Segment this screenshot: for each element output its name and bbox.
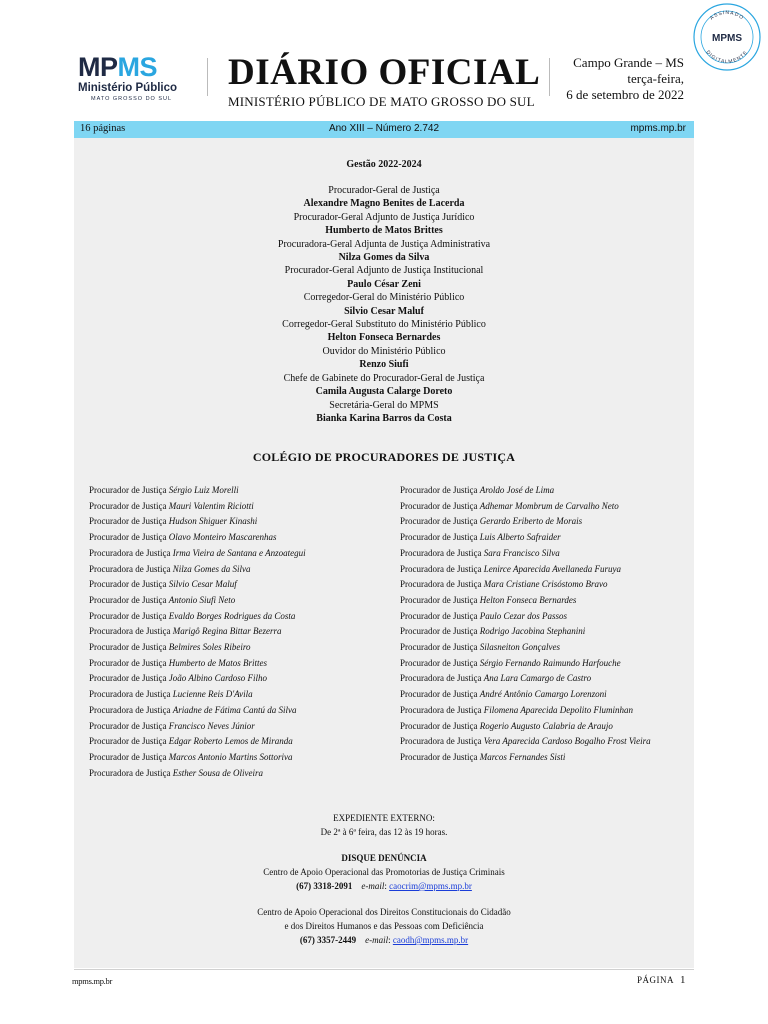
- procurador-entry: Procuradora de Justiça Irma Vieira de Santana e Anzoategui: [89, 547, 306, 558]
- date-weekday: terça-feira,: [627, 71, 684, 86]
- digital-signature-seal-icon: [692, 2, 762, 72]
- date-location: Campo Grande – MS: [573, 55, 684, 70]
- official-name: Renzo Siufi: [359, 359, 409, 371]
- procurador-entry: Procurador de Justiça João Albino Cardoso Filho: [89, 673, 267, 684]
- gestao-heading: Gestão 2022-2024: [346, 159, 422, 170]
- edition-bar: [74, 121, 694, 138]
- seal-center-text: MPMS: [712, 33, 742, 44]
- header-divider-left: [207, 58, 208, 96]
- caocrim-email-link[interactable]: caocrim@mpms.mp.br: [389, 881, 472, 891]
- official-role: Corregedor-Geral do Ministério Público: [303, 292, 465, 304]
- procurador-entry: Procuradora de Justiça Esther Sousa de Oliveira: [89, 767, 263, 778]
- procuradores-right-column: [400, 483, 651, 766]
- expediente-hours: De 2ª à 6ª feira, das 12 às 19 horas.: [320, 827, 448, 837]
- official-name: Humberto de Matos Brittes: [325, 225, 443, 237]
- header-divider-right: [549, 58, 550, 96]
- procurador-entry: Procurador de Justiça Silasneiton Gonçalves: [400, 642, 560, 653]
- procurador-entry: Procuradora de Justiça Vera Aparecida Cardoso Bogalho Frost Vieira: [400, 736, 651, 747]
- caodh-contact: (67) 3357-2449 e-mail: caodh@mpms.mp.br: [299, 935, 469, 945]
- expediente-heading: EXPEDIENTE EXTERNO:: [333, 813, 435, 823]
- date-full: 6 de setembro de 2022: [566, 87, 684, 102]
- official-name: Alexandre Magno Benites de Lacerda: [303, 198, 465, 210]
- official-role: Chefe de Gabinete do Procurador-Geral de Justiça: [283, 372, 485, 384]
- logo-subtitle: Ministério Público: [78, 82, 178, 94]
- procurador-entry: Procuradora de Justiça Filomena Aparecida Depolito Fluminhan: [400, 704, 633, 715]
- officials-list: [74, 184, 694, 425]
- seal-top-text: ASSINADO: [709, 9, 745, 22]
- official-name: Bianka Karina Barros da Costa: [316, 412, 452, 424]
- procurador-entry: Procuradora de Justiça Sara Francisco Silva: [400, 547, 560, 558]
- caocrim-phone: (67) 3318-2091: [296, 881, 353, 891]
- footer-page-number: 1: [680, 974, 686, 986]
- procurador-entry: Procurador de Justiça Marcos Antonio Martins Sottoriva: [89, 751, 293, 762]
- caodh-name-line1: Centro de Apoio Operacional dos Direitos Constitucionais do Cidadão: [257, 907, 511, 917]
- footer-page: [637, 974, 686, 986]
- official-role: Procurador-Geral Adjunto de Justiça Institucional: [284, 265, 484, 277]
- procurador-entry: Procurador de Justiça Luis Alberto Safraider: [400, 532, 561, 543]
- footer-site-link[interactable]: mpms.mp.br: [72, 976, 112, 986]
- official-name: Nilza Gomes da Silva: [338, 252, 430, 264]
- official-role: Corregedor-Geral Substituto do Ministério Público: [282, 319, 486, 331]
- email-label: e-mail: [365, 935, 389, 945]
- colegio-heading: COLÉGIO DE PROCURADORES DE JUSTIÇA: [252, 450, 516, 464]
- procurador-entry: Procurador de Justiça Mauri Valentim Riciotti: [89, 500, 254, 511]
- caodh-email-link[interactable]: caodh@mpms.mp.br: [392, 935, 469, 945]
- official-name: Paulo César Zeni: [347, 278, 421, 290]
- procurador-entry: Procuradora de Justiça Lenirce Aparecida Avellaneda Furuya: [400, 563, 621, 574]
- caocrim-contact: (67) 3318-2091 e-mail: caocrim@mpms.mp.br: [296, 881, 472, 891]
- logo-state: MATO GROSSO DO SUL: [91, 96, 173, 102]
- procurador-entry: Procurador de Justiça Olavo Monteiro Mascarenhas: [89, 532, 277, 543]
- caodh-name-line2: e dos Direitos Humanos e das Pessoas com Deficiência: [284, 921, 484, 931]
- procurador-entry: Procurador de Justiça Sérgio Fernando Raimundo Harfouche: [400, 657, 621, 668]
- expediente-section: [74, 811, 694, 947]
- email-label: e-mail: [361, 881, 385, 891]
- procurador-entry: Procurador de Justiça Evaldo Borges Rodrigues da Costa: [89, 610, 296, 621]
- procurador-entry: Procurador de Justiça Humberto de Matos Brittes: [89, 657, 267, 668]
- site-link[interactable]: mpms.mp.br: [630, 123, 686, 134]
- procurador-entry: Procurador de Justiça Belmires Soles Ribeiro: [89, 642, 251, 653]
- footer-divider: [74, 969, 694, 970]
- edition-number: Ano XIII – Número 2.742: [328, 123, 440, 134]
- procurador-entry: Procurador de Justiça Gerardo Eriberto de Morais: [400, 516, 583, 527]
- procurador-entry: Procurador de Justiça Rogerio Augusto Calabria de Araujo: [400, 720, 613, 731]
- caocrim-name: Centro de Apoio Operacional das Promotorias de Justiça Criminais: [263, 867, 505, 877]
- procurador-entry: Procurador de Justiça Edgar Roberto Lemos de Miranda: [89, 736, 293, 747]
- official-name: Silvio Cesar Maluf: [344, 305, 424, 317]
- procurador-entry: Procurador de Justiça Rodrigo Jacobina Stephanini: [400, 626, 586, 637]
- official-role: Procuradora-Geral Adjunta de Justiça Administrativa: [277, 238, 491, 250]
- procurador-entry: Procurador de Justiça Francisco Neves Júnior: [89, 720, 255, 731]
- caodh-phone: (67) 3357-2449: [299, 935, 357, 945]
- mpms-logo: [78, 53, 178, 102]
- procurador-entry: Procurador de Justiça Adhemar Mombrum de Carvalho Neto: [400, 500, 619, 511]
- procurador-entry: Procuradora de Justiça Mara Cristiane Crisóstomo Bravo: [400, 579, 608, 590]
- procurador-entry: Procurador de Justiça Aroldo José de Lima: [400, 485, 555, 495]
- page-subtitle: MINISTÉRIO PÚBLICO DE MATO GROSSO DO SUL: [228, 94, 535, 109]
- procurador-entry: Procurador de Justiça André Antônio Camargo Lorenzoni: [400, 689, 607, 700]
- official-name: Camila Augusta Calarge Doreto: [315, 386, 453, 398]
- disque-denuncia-heading: DISQUE DENÚNCIA: [341, 853, 427, 863]
- procurador-entry: Procurador de Justiça Marcos Fernandes Sisti: [400, 751, 566, 762]
- procurador-entry: Procuradora de Justiça Lucienne Reis D'Avila: [89, 689, 253, 700]
- official-role: Procurador-Geral de Justiça: [328, 185, 440, 196]
- procurador-entry: Procuradora de Justiça Ariadne de Fátima Cantú da Silva: [89, 704, 297, 715]
- official-role: Procurador-Geral Adjunto de Justiça Jurídico: [293, 211, 475, 223]
- official-role: Secretária-Geral do MPMS: [329, 399, 439, 411]
- procurador-entry: Procurador de Justiça Sérgio Luiz Morelli: [89, 485, 239, 495]
- procurador-entry: Procuradora de Justiça Ana Lara Camargo de Castro: [400, 673, 592, 684]
- procurador-entry: Procurador de Justiça Helton Fonseca Bernardes: [400, 594, 577, 605]
- date-block: [566, 55, 684, 103]
- procuradores-left-column: [89, 483, 306, 781]
- official-name: Helton Fonseca Bernardes: [327, 332, 441, 344]
- logo-mark: MPMS: [78, 52, 157, 82]
- page-title: DIÁRIO OFICIAL: [228, 52, 541, 93]
- official-role: Ouvidor do Ministério Público: [322, 345, 446, 357]
- procurador-entry: Procurador de Justiça Antonio Siufi Neto: [89, 594, 236, 605]
- procurador-entry: Procurador de Justiça Silvio Cesar Maluf: [89, 579, 237, 590]
- page-count: 16 páginas: [80, 123, 126, 134]
- seal-bottom-text: DIGITALMENTE: [704, 49, 750, 66]
- procurador-entry: Procurador de Justiça Paulo Cezar dos Passos: [400, 610, 567, 621]
- footer-page-label: PÁGINA: [636, 975, 674, 985]
- procurador-entry: Procuradora de Justiça Nilza Gomes da Silva: [89, 563, 251, 574]
- procurador-entry: Procurador de Justiça Hudson Shiguer Kinashi: [89, 516, 258, 527]
- procurador-entry: Procuradora de Justiça Marigô Regina Bittar Bezerra: [89, 626, 282, 637]
